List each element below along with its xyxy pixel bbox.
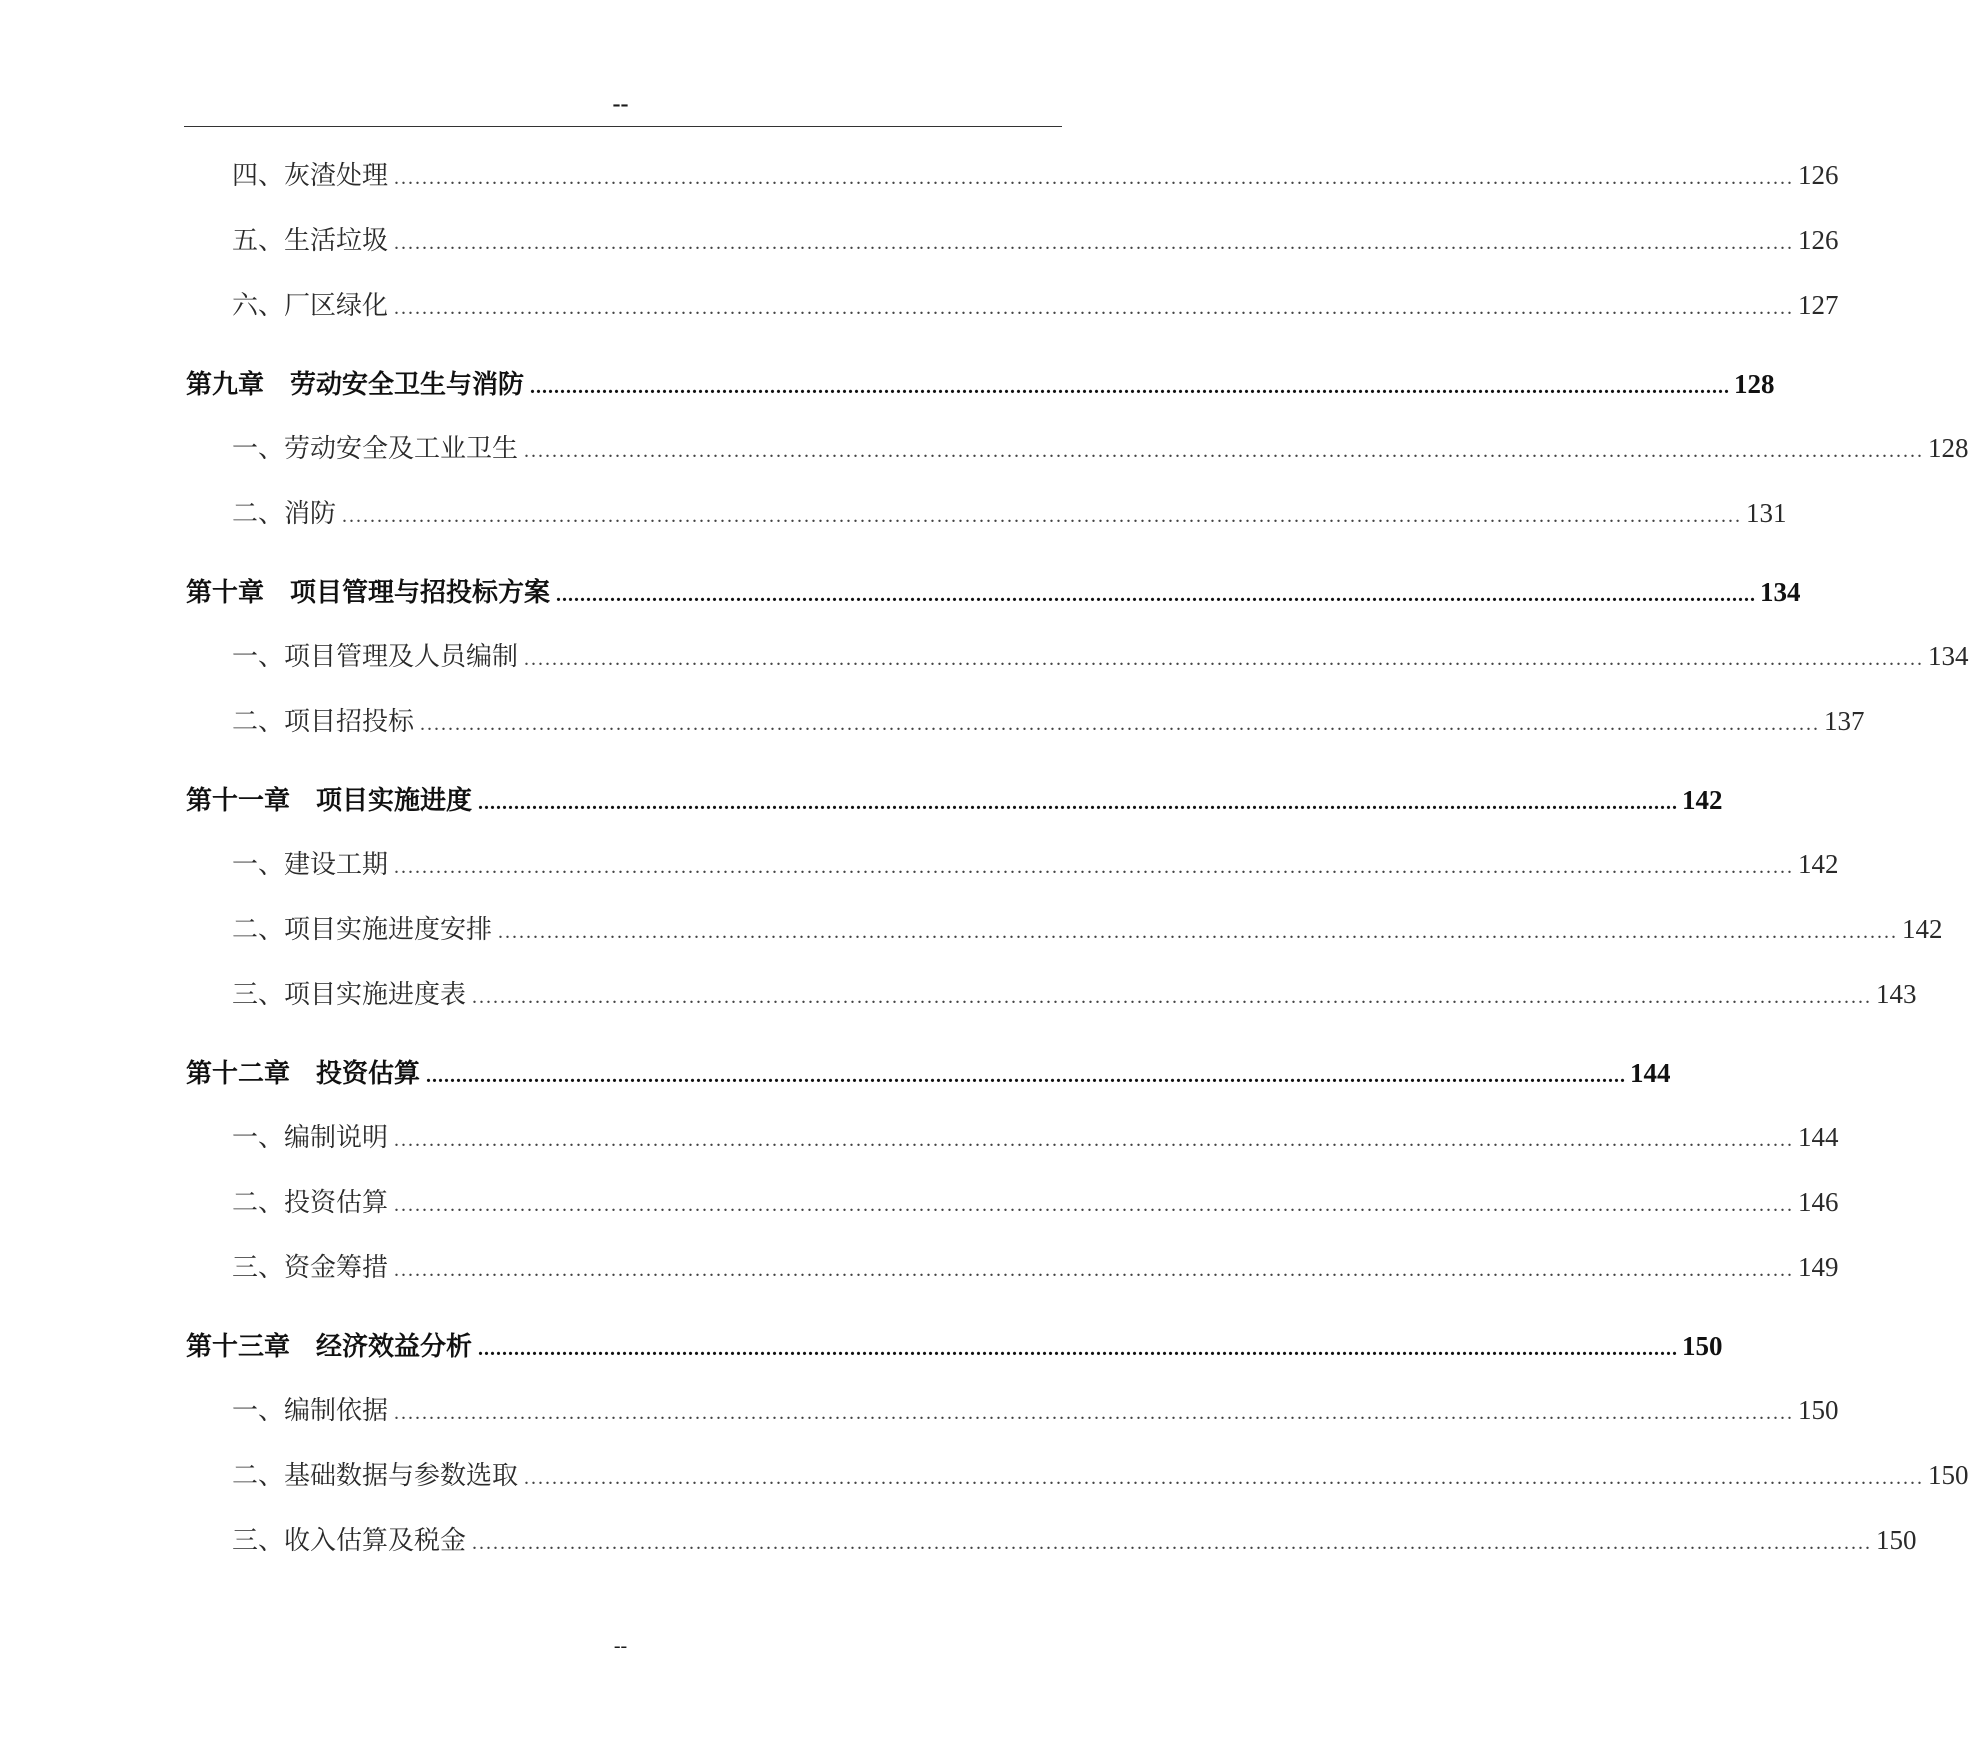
toc-page-number: 150	[1876, 1525, 1917, 1555]
toc-entry-title: 三、项目实施进度表	[232, 980, 467, 1010]
toc-page-number: 142	[1682, 785, 1723, 815]
toc-entry-title: 第十章 项目管理与招投标方案	[186, 578, 551, 608]
toc-entry-title: 一、编制说明	[232, 1123, 389, 1153]
toc-section-entry[interactable]	[186, 636, 1969, 701]
toc-section-entry[interactable]	[186, 1182, 1839, 1247]
toc-page-number: 131	[1746, 498, 1787, 528]
toc-entry-title: 第九章 劳动安全卫生与消防	[186, 370, 525, 400]
toc-entry-title: 一、项目管理及人员编制	[232, 642, 519, 672]
toc-section-entry[interactable]	[186, 428, 1969, 493]
toc-section-entry[interactable]	[186, 844, 1839, 909]
toc-page-number: 134	[1760, 577, 1801, 607]
toc-section-entry[interactable]	[186, 155, 1839, 220]
toc-page-number: 127	[1798, 290, 1839, 320]
toc-entry-title: 一、编制依据	[232, 1396, 389, 1426]
toc-chapter-entry[interactable]	[186, 1326, 1723, 1390]
toc-dot-leader: ........................................................................................................................................................................................................	[478, 1338, 1679, 1360]
toc-entry-title: 二、消防	[232, 499, 337, 529]
toc-page-number: 128	[1928, 433, 1969, 463]
toc-entry-title: 六、厂区绿化	[232, 291, 389, 321]
toc-chapter-entry[interactable]	[186, 364, 1775, 428]
toc-page-number: 149	[1798, 1252, 1839, 1282]
toc-entry-title: 三、收入估算及税金	[232, 1526, 467, 1556]
toc-page-number: 144	[1630, 1058, 1671, 1088]
toc-dot-leader: ........................................................................................................................................................................................................	[394, 1129, 1795, 1151]
toc-entry-title: 四、灰渣处理	[232, 161, 389, 191]
toc-dot-leader: ........................................................................................................................................................................................................	[524, 440, 1925, 462]
toc-page-number: 126	[1798, 225, 1839, 255]
toc-page-number: 143	[1876, 979, 1917, 1009]
toc-dot-leader: ........................................................................................................................................................................................................	[394, 297, 1795, 319]
toc-dot-leader: ........................................................................................................................................................................................................	[524, 1467, 1925, 1489]
header-rule	[184, 126, 1062, 127]
toc-dot-leader: ........................................................................................................................................................................................................	[556, 584, 1757, 606]
toc-section-entry[interactable]	[186, 1520, 1917, 1585]
toc-dot-leader: ........................................................................................................................................................................................................	[420, 713, 1821, 735]
toc-dot-leader: ........................................................................................................................................................................................................	[342, 505, 1743, 527]
toc-entry-title: 二、项目招投标	[232, 707, 415, 737]
toc-chapter-entry[interactable]	[186, 572, 1801, 636]
toc-entry-title: 二、投资估算	[232, 1188, 389, 1218]
toc-section-entry[interactable]	[186, 285, 1839, 350]
toc-dot-leader: ........................................................................................................................................................................................................	[498, 921, 1899, 943]
toc-section-entry[interactable]	[186, 1390, 1839, 1455]
toc-dot-leader: ........................................................................................................................................................................................................	[394, 1194, 1795, 1216]
table-of-contents	[186, 155, 1969, 1585]
toc-page-number: 144	[1798, 1122, 1839, 1152]
toc-page-number: 128	[1734, 369, 1775, 399]
toc-page-number: 126	[1798, 160, 1839, 190]
toc-page-number: 134	[1928, 641, 1969, 671]
toc-section-entry[interactable]	[186, 1247, 1839, 1312]
toc-dot-leader: ........................................................................................................................................................................................................	[478, 792, 1679, 814]
toc-page-number: 150	[1682, 1331, 1723, 1361]
toc-dot-leader: ........................................................................................................................................................................................................	[394, 856, 1795, 878]
toc-entry-title: 二、项目实施进度安排	[232, 915, 493, 945]
toc-entry-title: 三、资金筹措	[232, 1253, 389, 1283]
toc-entry-title: 二、基础数据与参数选取	[232, 1461, 519, 1491]
toc-page-number: 137	[1824, 706, 1865, 736]
toc-chapter-entry[interactable]	[186, 1053, 1671, 1117]
page-header: --	[612, 91, 629, 117]
toc-section-entry[interactable]	[186, 701, 1865, 766]
toc-entry-title: 第十二章 投资估算	[186, 1059, 421, 1089]
toc-dot-leader: ........................................................................................................................................................................................................	[394, 1259, 1795, 1281]
toc-entry-title: 一、劳动安全及工业卫生	[232, 434, 519, 464]
toc-dot-leader: ........................................................................................................................................................................................................	[530, 376, 1731, 398]
page-footer: --	[613, 1635, 628, 1657]
toc-page-number: 146	[1798, 1187, 1839, 1217]
toc-entry-title: 一、建设工期	[232, 850, 389, 880]
toc-dot-leader: ........................................................................................................................................................................................................	[394, 232, 1795, 254]
toc-page-number: 150	[1798, 1395, 1839, 1425]
toc-section-entry[interactable]	[186, 220, 1839, 285]
toc-chapter-entry[interactable]	[186, 780, 1723, 844]
toc-page-number: 142	[1798, 849, 1839, 879]
toc-dot-leader: ........................................................................................................................................................................................................	[394, 167, 1795, 189]
toc-section-entry[interactable]	[186, 974, 1917, 1039]
toc-page-number: 142	[1902, 914, 1943, 944]
toc-section-entry[interactable]	[186, 909, 1943, 974]
toc-section-entry[interactable]	[186, 1117, 1839, 1182]
toc-dot-leader: ........................................................................................................................................................................................................	[426, 1065, 1627, 1087]
toc-dot-leader: ........................................................................................................................................................................................................	[472, 986, 1873, 1008]
toc-dot-leader: ........................................................................................................................................................................................................	[524, 648, 1925, 670]
toc-entry-title: 第十三章 经济效益分析	[186, 1332, 473, 1362]
toc-section-entry[interactable]	[186, 1455, 1969, 1520]
toc-page-number: 150	[1928, 1460, 1969, 1490]
toc-dot-leader: ........................................................................................................................................................................................................	[394, 1402, 1795, 1424]
toc-entry-title: 第十一章 项目实施进度	[186, 786, 473, 816]
toc-dot-leader: ........................................................................................................................................................................................................	[472, 1532, 1873, 1554]
toc-section-entry[interactable]	[186, 493, 1787, 558]
toc-entry-title: 五、生活垃圾	[232, 226, 389, 256]
